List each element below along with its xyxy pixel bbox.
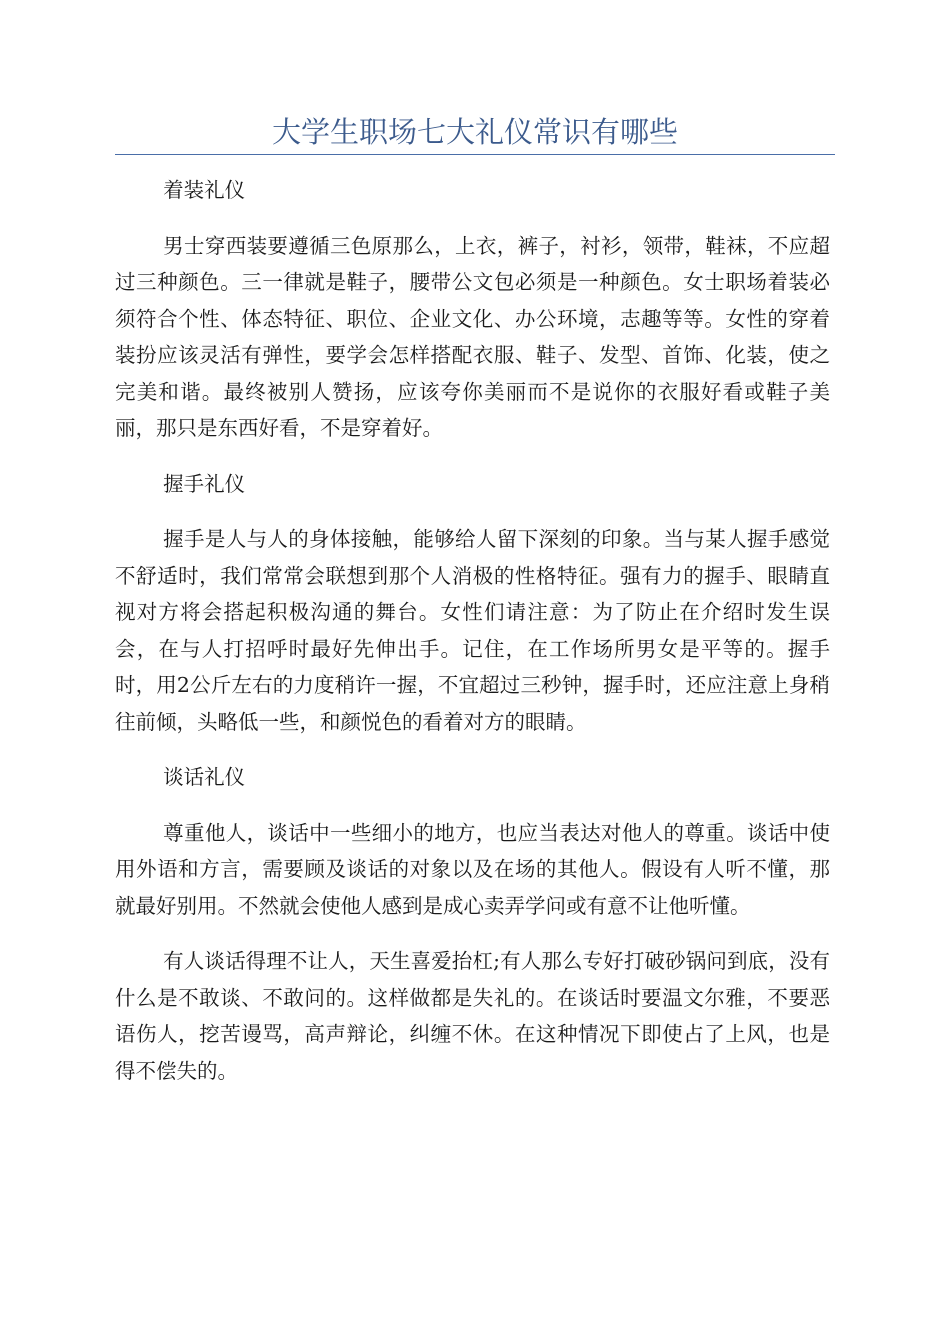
paragraph-conversation-2: 有人谈话得理不让人，天生喜爱抬杠;有人那么专好打破砂锅问到底，没有什么是不敢谈、不敢问的。这样做都是失礼的。在谈话时要温文尔雅，不要恶语伤人，挖苦谩骂，高声辩论，纠缠不休。在这种情况下即使占了上风，也是得不偿失的。 xyxy=(115,949,830,1083)
paragraph-conversation-1: 尊重他人，谈话中一些细小的地方，也应当表达对他人的尊重。谈话中使用外语和方言，需要顾及谈话的对象以及在场的其他人。假设有人听不懂，那就最好别用。不然就会使他人感到是成心卖弄学问或有意不让他听懂。 xyxy=(115,820,830,918)
page-title: 大学生职场七大礼仪常识有哪些 xyxy=(271,115,678,149)
title-underline xyxy=(115,154,835,155)
section-heading-handshake: 握手礼仪 xyxy=(163,471,246,496)
document-body xyxy=(115,172,830,1108)
section-heading-attire: 着装礼仪 xyxy=(163,178,246,202)
section-heading-conversation: 谈话礼仪 xyxy=(163,765,246,789)
paragraph-attire: 男士穿西装要遵循三色原那么，上衣，裤子，衬衫，领带，鞋袜，不应超过三种颜色。三一律就是鞋子，腰带公文包必须是一种颜色。女士职场着装必须符合个性、体态特征、职位、企业文化、办公环境，志趣等等。女性的穿着装扮应该灵活有弹性，要学会怎样搭配衣服、鞋子、发型、首饰、化装，使之完美和谐。最终被别人赞扬，应该夸你美丽而不是说你的衣服好看或鞋子美丽，那只是东西好看，不是穿着好。 xyxy=(115,233,830,440)
paragraph-handshake: 握手是人与人的身体接触，能够给人留下深刻的印象。当与某人握手感觉不舒适时，我们常常会联想到那个人消极的性格特征。强有力的握手、眼睛直视对方将会搭起积极沟通的舞台。女性们请注意：为了防止在介绍时发生误会，在与人打招呼时最好先伸出手。记住，在工作场所男女是平等的。握手时，用2公斤左右的力度稍许一握，不宜超过三秒钟，握手时，还应注意上身稍往前倾，头略低一些，和颜悦色的看着对方的眼睛。 xyxy=(115,527,830,734)
